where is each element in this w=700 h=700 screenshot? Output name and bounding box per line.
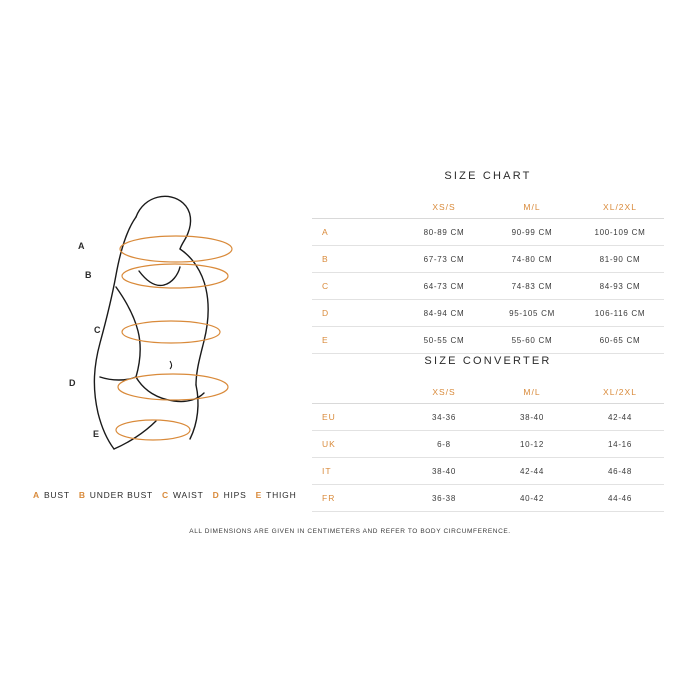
legend-item-c	[162, 490, 204, 500]
size-converter-block	[312, 355, 664, 512]
table-header-row	[312, 196, 664, 219]
size-converter-cell-fr-xss: 36-38	[432, 493, 456, 503]
body-figure-illustration	[40, 175, 310, 465]
size-converter-header-0	[312, 381, 400, 404]
size-converter-row-label-it: IT	[322, 466, 332, 476]
size-chart-row-label-a: A	[322, 227, 329, 237]
table-row	[312, 458, 664, 485]
size-chart-cell-d-xl2xl: 106-116 CM	[594, 308, 646, 318]
legend-letter-d: D	[212, 490, 220, 500]
size-chart-cell-d-ml: 95-105 CM	[509, 308, 555, 318]
size-chart-cell-b-xss: 67-73 CM	[423, 254, 465, 264]
legend-letter-c: C	[162, 490, 169, 500]
legend-item-d	[213, 490, 247, 500]
size-converter-cell-eu-xss: 34-36	[432, 412, 456, 422]
size-chart-cell-a-xl2xl: 100-109 CM	[594, 227, 646, 237]
legend-text-d: HIPS	[223, 490, 247, 500]
size-chart-header-1: XS/S	[400, 196, 488, 219]
legend-item-a	[33, 490, 70, 500]
table-row	[312, 273, 664, 300]
size-converter-table	[312, 381, 664, 512]
size-chart-header-2: M/L	[488, 196, 576, 219]
legend-text-e: THIGH	[266, 490, 297, 500]
size-converter-title: SIZE CONVERTER	[424, 355, 552, 367]
size-converter-header-1: XS/S	[400, 381, 488, 404]
size-chart-cell-b-ml: 74-80 CM	[511, 254, 553, 264]
legend-letter-a: A	[33, 490, 40, 500]
size-chart-cell-e-xl2xl: 60-65 CM	[599, 335, 641, 345]
size-converter-cell-it-xss: 38-40	[432, 466, 456, 476]
legend-item-b	[79, 490, 153, 500]
table-row	[312, 404, 664, 431]
size-chart-cell-d-xss: 84-94 CM	[423, 308, 465, 318]
size-converter-cell-it-xl2xl: 46-48	[608, 466, 632, 476]
table-row	[312, 300, 664, 327]
size-chart-row-label-b: B	[322, 254, 329, 264]
table-row	[312, 327, 664, 354]
size-converter-cell-uk-ml: 10-12	[520, 439, 544, 449]
size-chart-cell-b-xl2xl: 81-90 CM	[599, 254, 641, 264]
size-chart-title: SIZE CHART	[444, 170, 532, 182]
size-chart-row-label-d: D	[322, 308, 330, 318]
figure-label-c: C	[94, 325, 102, 335]
size-converter-cell-uk-xl2xl: 14-16	[608, 439, 632, 449]
size-chart-cell-a-ml: 90-99 CM	[511, 227, 553, 237]
size-converter-cell-eu-ml: 38-40	[520, 412, 544, 422]
size-converter-header-2: M/L	[488, 381, 576, 404]
legend	[33, 490, 313, 500]
figure-label-d: D	[69, 378, 77, 388]
size-chart-cell-c-xss: 64-73 CM	[423, 281, 465, 291]
legend-letter-b: B	[78, 490, 86, 500]
size-converter-cell-fr-ml: 40-42	[520, 493, 544, 503]
size-chart-header-0	[312, 196, 400, 219]
size-converter-row-label-uk: UK	[322, 439, 336, 449]
legend-text-c: WAIST	[173, 490, 204, 500]
size-chart-cell-a-xss: 80-89 CM	[423, 227, 465, 237]
legend-item-e	[256, 490, 297, 500]
size-converter-header-3: XL/2XL	[576, 381, 664, 404]
size-chart-row-label-e: E	[322, 335, 329, 345]
legend-letter-e: E	[255, 490, 263, 500]
size-chart-header-3: XL/2XL	[576, 196, 664, 219]
footnote: ALL DIMENSIONS ARE GIVEN IN CENTIMETERS AND REFER TO BODY CIRCUMFERENCE.	[189, 528, 511, 535]
figure-label-e: E	[93, 429, 101, 439]
figure-label-a: A	[78, 241, 86, 251]
size-chart-cell-c-xl2xl: 84-93 CM	[599, 281, 641, 291]
size-chart-cell-c-ml: 74-83 CM	[511, 281, 553, 291]
size-chart-cell-e-xss: 50-55 CM	[423, 335, 465, 345]
table-row	[312, 246, 664, 273]
legend-text-a: BUST	[43, 490, 70, 500]
legend-text-b: UNDER BUST	[89, 490, 154, 500]
size-converter-cell-it-ml: 42-44	[520, 466, 544, 476]
size-chart-table	[312, 196, 664, 354]
size-converter-cell-fr-xl2xl: 44-46	[608, 493, 632, 503]
figure-label-b: B	[85, 270, 93, 280]
size-chart-block	[312, 170, 664, 354]
size-converter-row-label-eu: EU	[322, 412, 336, 422]
size-converter-cell-eu-xl2xl: 42-44	[608, 412, 632, 422]
size-chart-cell-e-ml: 55-60 CM	[511, 335, 553, 345]
table-header-row	[312, 381, 664, 404]
table-row	[312, 431, 664, 458]
size-converter-row-label-fr: FR	[322, 493, 336, 503]
table-row	[312, 485, 664, 512]
size-chart-row-label-c: C	[322, 281, 330, 291]
size-converter-cell-uk-xss: 6-8	[437, 439, 451, 449]
table-row	[312, 219, 664, 246]
